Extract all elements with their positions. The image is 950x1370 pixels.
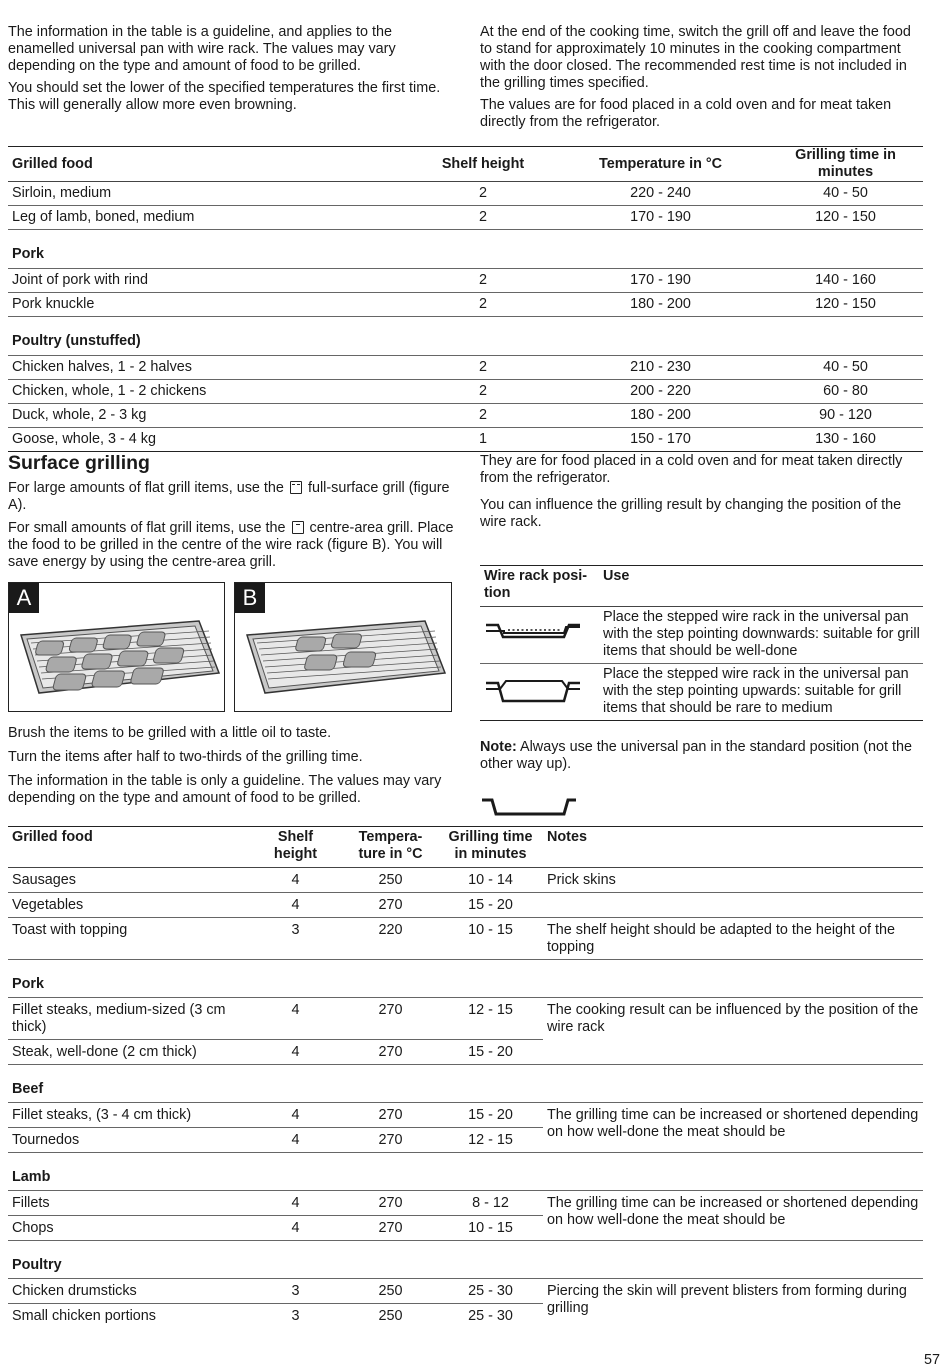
intro-paragraph: The information in the table is a guideline, and applies to the enamelled universal pan with wire rack. The values may vary depending on the type and amount of food to be grilled. bbox=[8, 24, 396, 74]
right-text bbox=[480, 453, 926, 531]
header-line: Grilling time bbox=[448, 829, 533, 845]
cell-temp: 220 - 240 bbox=[553, 182, 768, 206]
column-header: Grilled food bbox=[8, 147, 413, 182]
section-label: Poultry (unstuffed) bbox=[8, 317, 923, 356]
column-header: Grilling time in minutes bbox=[768, 147, 923, 182]
text: For large amounts of flat grill items, use the bbox=[8, 480, 284, 496]
table-row bbox=[8, 404, 923, 428]
cell-food: Fillet steaks, medium-sized (3 cm thick) bbox=[8, 998, 248, 1040]
note bbox=[480, 739, 926, 773]
cell-time: 140 - 160 bbox=[768, 269, 923, 293]
cell-shelf: 4 bbox=[248, 998, 343, 1040]
cell-temp: 250 bbox=[343, 868, 438, 893]
cell-note: The grilling time can be increased or shortened depending on how well-done the meat should be bbox=[543, 1191, 923, 1241]
cell-food: Joint of pork with rind bbox=[8, 269, 413, 293]
table-row bbox=[8, 998, 923, 1040]
grill-tray-full-illustration bbox=[9, 583, 224, 711]
text: centre-area grill. Place the food to be grilled in the centre of the wire rack (figure B). You will save energy by using the centre-area grill. bbox=[8, 520, 454, 570]
wire-rack-position-table bbox=[480, 565, 923, 721]
header-line: Wire rack posi- bbox=[484, 568, 588, 584]
cell-shelf: 2 bbox=[413, 380, 553, 404]
intro-paragraph: You should set the lower of the specified temperatures the first time. This will generally allow more even browning. bbox=[8, 80, 441, 113]
full-surface-grill-icon bbox=[290, 481, 302, 494]
cell-note: The cooking result can be influenced by the position of the wire rack bbox=[543, 998, 923, 1065]
cell-temp: 270 bbox=[343, 1103, 438, 1128]
cell-shelf: 3 bbox=[291, 1308, 300, 1324]
cell-shelf: 4 bbox=[248, 1128, 343, 1153]
cell-shelf: 2 bbox=[413, 293, 553, 317]
cell-temp: 250 bbox=[343, 1279, 438, 1304]
intro-paragraph: At the end of the cooking time, switch the grill off and leave the food to stand for approximately 10 minutes in the cooking compartment with the door closed. The recommended rest time is not included in the grilling times specified. bbox=[480, 24, 911, 91]
table-row bbox=[8, 1103, 923, 1128]
cell-shelf: 4 bbox=[248, 1040, 343, 1065]
intro-paragraph: The values are for food placed in a cold oven and for meat taken directly from the refrigerator. bbox=[480, 97, 892, 130]
figure-label: B bbox=[235, 583, 265, 613]
cell-time: 10 - 14 bbox=[438, 868, 543, 893]
header-line: Shelf bbox=[277, 829, 314, 845]
column-header: Temperature in °C bbox=[553, 147, 768, 182]
cell-note: Piercing the skin will prevent blisters from forming during grilling bbox=[547, 1283, 907, 1316]
cell-shelf: 4 bbox=[248, 1216, 343, 1241]
rack-step-up-icon bbox=[484, 673, 584, 707]
surface-paragraph bbox=[8, 480, 454, 514]
cell-shelf: 4 bbox=[248, 1103, 343, 1128]
cell-time: 10 - 15 bbox=[438, 1216, 543, 1241]
cell-food: Fillet steaks, (3 - 4 cm thick) bbox=[8, 1103, 248, 1128]
table-row bbox=[8, 269, 923, 293]
cell-shelf: 2 bbox=[413, 356, 553, 380]
rack-use-text: Place the stepped wire rack in the universal pan with the step pointing downwards: suitable for grill items that should be well-done bbox=[599, 607, 923, 664]
cell-temp: 210 - 230 bbox=[553, 356, 768, 380]
cell-food: Chicken halves, 1 - 2 halves bbox=[8, 356, 413, 380]
table-row bbox=[8, 1191, 923, 1216]
cell-food: Goose, whole, 3 - 4 kg bbox=[8, 428, 413, 452]
cell-shelf: 4 bbox=[248, 868, 343, 893]
cell-shelf: 4 bbox=[248, 893, 343, 918]
column-header: Grilled food bbox=[8, 827, 248, 868]
header-line: ture in °C bbox=[358, 846, 423, 862]
surface-paragraph: Brush the items to be grilled with a little oil to taste. bbox=[8, 725, 332, 741]
section-label: Pork bbox=[8, 230, 923, 269]
cell-time: 8 - 12 bbox=[438, 1191, 543, 1216]
section-label: Poultry bbox=[8, 1241, 923, 1279]
cell-food: Chicken, whole, 1 - 2 chickens bbox=[8, 380, 413, 404]
cell-time: 40 - 50 bbox=[768, 182, 923, 206]
cell-shelf: 2 bbox=[413, 404, 553, 428]
surface-grill-table bbox=[8, 826, 923, 1328]
right-paragraph: You can influence the grilling result by changing the position of the wire rack. bbox=[480, 497, 902, 530]
section-row bbox=[8, 317, 923, 356]
cell-food: Chicken drumsticks bbox=[8, 1279, 248, 1304]
cell-time: 15 - 20 bbox=[438, 1103, 543, 1128]
cell-temp: 180 - 200 bbox=[553, 404, 768, 428]
right-paragraph: They are for food placed in a cold oven and for meat taken directly from the refrigerator. bbox=[480, 453, 903, 486]
note-text: Always use the universal pan in the standard position (not the other way up). bbox=[480, 739, 912, 772]
universal-pan-icon bbox=[480, 796, 580, 820]
cell-shelf: 1 bbox=[413, 428, 553, 452]
cell-time: 120 - 150 bbox=[768, 206, 923, 230]
cell-time: 15 - 20 bbox=[438, 893, 543, 918]
section-label: Lamb bbox=[8, 1153, 923, 1191]
page-number: 57 bbox=[923, 1352, 940, 1368]
surface-paragraph bbox=[8, 520, 454, 571]
cell-temp: 270 bbox=[343, 893, 438, 918]
figure-label: A bbox=[9, 583, 39, 613]
cell-temp: 150 - 170 bbox=[553, 428, 768, 452]
figure-b-centre-area bbox=[234, 582, 452, 712]
table-row bbox=[8, 428, 923, 452]
cell-temp: 170 - 190 bbox=[553, 269, 768, 293]
table-row bbox=[8, 893, 923, 918]
cell-time: 130 - 160 bbox=[768, 428, 923, 452]
cell-food: Leg of lamb, boned, medium bbox=[8, 206, 413, 230]
cell-shelf: 4 bbox=[248, 1191, 343, 1216]
cell-food: Vegetables bbox=[8, 893, 248, 918]
cell-food: Sirloin, medium bbox=[8, 182, 413, 206]
grill-tray-centre-illustration bbox=[235, 583, 451, 711]
rack-icon-cell bbox=[480, 664, 599, 721]
cell-note bbox=[543, 893, 923, 918]
section-row bbox=[8, 960, 923, 998]
table-row bbox=[8, 356, 923, 380]
cell-food: Chops bbox=[8, 1216, 248, 1241]
header-line: Tempera- bbox=[358, 829, 423, 845]
note-paragraph bbox=[480, 739, 926, 773]
cell-food: Toast with topping bbox=[8, 918, 248, 960]
cell-time: 120 - 150 bbox=[768, 293, 923, 317]
cell-note: Prick skins bbox=[543, 868, 923, 893]
rack-step-down-icon bbox=[484, 619, 584, 647]
cell-temp: 270 bbox=[343, 1128, 438, 1153]
surface-text-lower bbox=[8, 725, 454, 807]
header-line: tion bbox=[484, 585, 511, 601]
cell-time: 25 - 30 bbox=[468, 1308, 513, 1324]
cell-time: 12 - 15 bbox=[438, 998, 543, 1040]
table-row bbox=[8, 206, 923, 230]
cell-food: Tournedos bbox=[8, 1128, 248, 1153]
cell-shelf: 2 bbox=[413, 182, 553, 206]
surface-paragraph: Turn the items after half to two-thirds of the grilling time. bbox=[8, 749, 363, 765]
table-row bbox=[8, 380, 923, 404]
section-row bbox=[8, 1241, 923, 1279]
table-row bbox=[8, 918, 923, 960]
column-header: Notes bbox=[543, 827, 923, 868]
intro-right bbox=[480, 24, 926, 131]
column-header bbox=[248, 827, 343, 868]
cell-time: 12 - 15 bbox=[438, 1128, 543, 1153]
cell-temp: 270 bbox=[343, 1040, 438, 1065]
cell-food: Sausages bbox=[8, 868, 248, 893]
cell-time: 60 - 80 bbox=[768, 380, 923, 404]
cell-temp: 180 - 200 bbox=[553, 293, 768, 317]
cell-time: 90 - 120 bbox=[768, 404, 923, 428]
column-header bbox=[480, 566, 599, 607]
note-label: Note: bbox=[480, 739, 517, 755]
surface-paragraph: The information in the table is only a guideline. The values may vary depending on the type and amount of food to be grilled. bbox=[8, 773, 442, 806]
cell-temp: 250 bbox=[378, 1308, 403, 1324]
header-line: height bbox=[273, 846, 318, 862]
cell-food: Pork knuckle bbox=[8, 293, 413, 317]
text: full-surface grill (figure A). bbox=[8, 480, 450, 513]
header-line: in minutes bbox=[454, 846, 527, 862]
column-header: Shelf height bbox=[413, 147, 553, 182]
cell-time: 40 - 50 bbox=[768, 356, 923, 380]
text: For small amounts of flat grill items, use the bbox=[8, 520, 286, 536]
table-row bbox=[8, 1279, 923, 1304]
cell-food: Fillets bbox=[8, 1191, 248, 1216]
cell-shelf: 2 bbox=[413, 206, 553, 230]
table-row bbox=[8, 868, 923, 893]
cell-time: 15 - 20 bbox=[438, 1040, 543, 1065]
rack-icon-cell bbox=[480, 607, 599, 664]
cell-time: 25 - 30 bbox=[438, 1279, 543, 1304]
cell-temp: 270 bbox=[343, 1191, 438, 1216]
figure-a-full-surface bbox=[8, 582, 225, 712]
intro-left bbox=[8, 24, 454, 114]
table-row bbox=[480, 607, 923, 664]
cell-temp: 270 bbox=[343, 1216, 438, 1241]
cell-temp: 200 - 220 bbox=[553, 380, 768, 404]
cell-shelf: 3 bbox=[248, 1279, 343, 1304]
table-row bbox=[8, 182, 923, 206]
roasting-grill-table bbox=[8, 146, 923, 452]
rack-use-text: Place the stepped wire rack in the universal pan with the step pointing upwards: suitable for grill items that should be rare to medium bbox=[599, 664, 923, 721]
section-row bbox=[8, 1153, 923, 1191]
cell-time: 10 - 15 bbox=[438, 918, 543, 960]
cell-note: The grilling time can be increased or shortened depending on how well-done the meat should be bbox=[543, 1103, 923, 1153]
column-header bbox=[438, 827, 543, 868]
cell-food: Duck, whole, 2 - 3 kg bbox=[8, 404, 413, 428]
table-row bbox=[8, 293, 923, 317]
section-heading: Surface grilling bbox=[8, 452, 150, 474]
surface-text bbox=[8, 480, 454, 571]
centre-area-grill-icon bbox=[292, 521, 304, 534]
cell-temp: 220 bbox=[343, 918, 438, 960]
column-header: Use bbox=[599, 566, 923, 607]
section-label: Pork bbox=[8, 960, 923, 998]
column-header bbox=[343, 827, 438, 868]
cell-shelf: 2 bbox=[413, 269, 553, 293]
cell-shelf: 3 bbox=[248, 918, 343, 960]
section-label: Beef bbox=[8, 1065, 923, 1103]
section-row bbox=[8, 1065, 923, 1103]
section-row bbox=[8, 230, 923, 269]
cell-food: Small chicken portions bbox=[12, 1308, 156, 1324]
cell-note: The shelf height should be adapted to the height of the topping bbox=[543, 918, 923, 960]
table-row bbox=[480, 664, 923, 721]
cell-temp: 270 bbox=[343, 998, 438, 1040]
cell-temp: 170 - 190 bbox=[553, 206, 768, 230]
cell-food: Steak, well-done (2 cm thick) bbox=[8, 1040, 248, 1065]
